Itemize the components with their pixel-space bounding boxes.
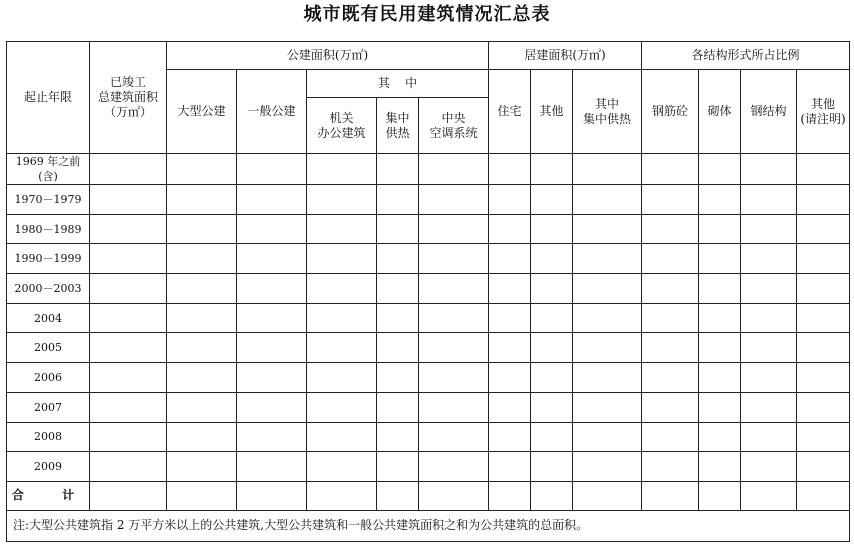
data-cell[interactable]: [90, 303, 167, 333]
table-row: [7, 154, 850, 185]
data-cell[interactable]: [419, 244, 489, 274]
header-public-area: 公建面积(万㎡): [167, 42, 489, 70]
data-cell[interactable]: [797, 303, 850, 333]
data-cell[interactable]: [489, 363, 531, 393]
data-cell[interactable]: [167, 185, 237, 215]
data-cell[interactable]: [90, 154, 167, 185]
data-cell[interactable]: [573, 244, 642, 274]
table-row: [7, 214, 850, 244]
data-cell[interactable]: [699, 333, 741, 363]
data-cell[interactable]: [573, 452, 642, 482]
data-cell[interactable]: [237, 274, 307, 304]
data-cell[interactable]: [377, 452, 419, 482]
header-central-ac-line1: 中央: [441, 110, 466, 125]
total-cell[interactable]: [489, 481, 531, 510]
header-large-public: 大型公建: [167, 70, 237, 154]
data-cell[interactable]: [699, 154, 741, 185]
data-cell[interactable]: [741, 214, 797, 244]
row-period-label: 1980－1989: [7, 214, 90, 244]
data-cell[interactable]: [531, 154, 573, 185]
data-cell[interactable]: [90, 244, 167, 274]
data-cell[interactable]: [699, 185, 741, 215]
data-cell[interactable]: [90, 422, 167, 452]
header-completed-total-line3: （万㎡）: [103, 105, 152, 119]
data-cell[interactable]: [377, 333, 419, 363]
data-cell[interactable]: [90, 363, 167, 393]
row-period-label: 1970－1979: [7, 185, 90, 215]
header-structure-ratio: 各结构形式所占比例: [642, 42, 850, 70]
header-res-central-heating-line2: 集中供热: [583, 111, 632, 126]
data-cell[interactable]: [167, 154, 237, 185]
data-cell[interactable]: [573, 303, 642, 333]
data-cell[interactable]: [489, 185, 531, 215]
data-cell[interactable]: [741, 274, 797, 304]
data-cell[interactable]: [642, 244, 699, 274]
data-cell[interactable]: [642, 214, 699, 244]
data-cell[interactable]: [237, 154, 307, 185]
header-completed-total-line2: 总建筑面积: [97, 90, 158, 104]
data-cell[interactable]: [699, 274, 741, 304]
data-cell[interactable]: [489, 214, 531, 244]
data-cell[interactable]: [573, 214, 642, 244]
data-cell[interactable]: [90, 185, 167, 215]
data-cell[interactable]: [377, 185, 419, 215]
header-res-central-heating-line1: 其中: [595, 96, 620, 111]
data-cell[interactable]: [573, 333, 642, 363]
total-cell[interactable]: [699, 481, 741, 510]
table-row: [7, 333, 850, 363]
data-cell[interactable]: [531, 392, 573, 422]
data-cell[interactable]: [642, 154, 699, 185]
data-cell[interactable]: [531, 452, 573, 482]
header-of-which: 其 中: [307, 70, 489, 98]
data-cell[interactable]: [307, 274, 377, 304]
data-cell[interactable]: [642, 274, 699, 304]
data-cell[interactable]: [307, 333, 377, 363]
data-cell[interactable]: [741, 244, 797, 274]
data-cell[interactable]: [377, 392, 419, 422]
data-cell[interactable]: [419, 303, 489, 333]
data-cell[interactable]: [573, 274, 642, 304]
data-cell[interactable]: [237, 363, 307, 393]
data-cell[interactable]: [741, 392, 797, 422]
data-cell[interactable]: [642, 303, 699, 333]
data-cell[interactable]: [167, 274, 237, 304]
data-cell[interactable]: [237, 392, 307, 422]
data-cell[interactable]: [741, 154, 797, 185]
data-cell[interactable]: [90, 214, 167, 244]
row-period-label: 2000－2003: [7, 274, 90, 304]
header-central-ac-line2: 空调系统: [429, 125, 478, 140]
total-cell[interactable]: [642, 481, 699, 510]
data-cell[interactable]: [307, 452, 377, 482]
row-period-label: 2008: [7, 422, 90, 452]
data-cell[interactable]: [307, 392, 377, 422]
data-cell[interactable]: [531, 422, 573, 452]
data-cell[interactable]: [797, 363, 850, 393]
data-cell[interactable]: [307, 214, 377, 244]
data-cell[interactable]: [377, 422, 419, 452]
data-cell[interactable]: [531, 363, 573, 393]
header-period: 起止年限: [7, 42, 90, 154]
data-cell[interactable]: [797, 244, 850, 274]
data-cell[interactable]: [237, 185, 307, 215]
total-row: [7, 481, 850, 510]
data-cell[interactable]: [642, 452, 699, 482]
data-cell[interactable]: [531, 303, 573, 333]
total-label: 合 计: [7, 481, 90, 510]
data-cell[interactable]: [699, 422, 741, 452]
data-cell[interactable]: [741, 422, 797, 452]
header-rc: 钢筋砼: [642, 70, 699, 154]
header-structure-other-line1: 其他: [811, 96, 836, 111]
total-cell[interactable]: [419, 481, 489, 510]
data-cell[interactable]: [741, 333, 797, 363]
page-title: 城市既有民用建筑情况汇总表: [303, 4, 551, 25]
header-completed-total: [90, 42, 167, 154]
data-cell[interactable]: [741, 452, 797, 482]
data-cell[interactable]: [642, 422, 699, 452]
data-cell[interactable]: [797, 333, 850, 363]
data-cell[interactable]: [741, 185, 797, 215]
row-period-label: 2004: [7, 303, 90, 333]
header-other: 其他: [531, 70, 573, 154]
data-cell[interactable]: [237, 303, 307, 333]
total-cell[interactable]: [167, 481, 237, 510]
data-cell[interactable]: [531, 214, 573, 244]
data-cell[interactable]: [237, 214, 307, 244]
data-cell[interactable]: [797, 392, 850, 422]
data-cell[interactable]: [642, 392, 699, 422]
header-masonry: 砌体: [699, 70, 741, 154]
data-cell[interactable]: [489, 154, 531, 185]
data-cell[interactable]: [419, 333, 489, 363]
row-period-label: 1969 年之前(含): [7, 154, 90, 185]
data-cell[interactable]: [419, 422, 489, 452]
data-cell[interactable]: [489, 452, 531, 482]
data-cell[interactable]: [489, 333, 531, 363]
data-cell[interactable]: [797, 214, 850, 244]
header-structure-other: [797, 70, 850, 154]
data-cell[interactable]: [419, 452, 489, 482]
data-cell[interactable]: [489, 303, 531, 333]
data-cell[interactable]: [377, 154, 419, 185]
data-cell[interactable]: [642, 333, 699, 363]
data-cell[interactable]: [699, 452, 741, 482]
summary-table: [6, 41, 850, 542]
data-cell[interactable]: [90, 274, 167, 304]
data-cell[interactable]: [377, 244, 419, 274]
row-period-label: 2006: [7, 363, 90, 393]
data-cell[interactable]: [797, 422, 850, 452]
data-cell[interactable]: [307, 244, 377, 274]
data-cell[interactable]: [307, 303, 377, 333]
data-cell[interactable]: [531, 185, 573, 215]
data-cell[interactable]: [531, 274, 573, 304]
data-cell[interactable]: [699, 214, 741, 244]
data-cell[interactable]: [699, 244, 741, 274]
data-cell[interactable]: [741, 363, 797, 393]
row-period-label: 2009: [7, 452, 90, 482]
data-cell[interactable]: [489, 422, 531, 452]
table-row: [7, 422, 850, 452]
data-cell[interactable]: [699, 392, 741, 422]
row-period-label: 2007: [7, 392, 90, 422]
data-cell[interactable]: [642, 185, 699, 215]
data-cell[interactable]: [167, 214, 237, 244]
table-row: [7, 363, 850, 393]
total-cell[interactable]: [307, 481, 377, 510]
data-cell[interactable]: [237, 452, 307, 482]
data-cell[interactable]: [419, 274, 489, 304]
header-res-central-heating: [573, 70, 642, 154]
data-cell[interactable]: [489, 392, 531, 422]
data-cell[interactable]: [377, 303, 419, 333]
data-cell[interactable]: [90, 452, 167, 482]
header-central-heating-line2: 供热: [385, 125, 410, 140]
data-cell[interactable]: [797, 185, 850, 215]
table-row: [7, 244, 850, 274]
row-period-label: 1990－1999: [7, 244, 90, 274]
data-cell[interactable]: [377, 363, 419, 393]
header-gov-office: [307, 98, 377, 154]
row-period-label: 2005: [7, 333, 90, 363]
data-cell[interactable]: [573, 422, 642, 452]
data-cell[interactable]: [642, 363, 699, 393]
data-cell[interactable]: [90, 333, 167, 363]
header-housing: 住宅: [489, 70, 531, 154]
data-cell[interactable]: [531, 333, 573, 363]
data-cell[interactable]: [377, 274, 419, 304]
header-steel: 钢结构: [741, 70, 797, 154]
table-row: [7, 452, 850, 482]
data-cell[interactable]: [167, 392, 237, 422]
data-cell[interactable]: [419, 214, 489, 244]
data-cell[interactable]: [307, 422, 377, 452]
header-gov-office-line1: 机关: [329, 110, 354, 125]
data-cell[interactable]: [167, 452, 237, 482]
data-cell[interactable]: [489, 274, 531, 304]
header-completed-total-line1: 已竣工: [109, 75, 146, 89]
data-cell[interactable]: [237, 422, 307, 452]
data-cell[interactable]: [167, 303, 237, 333]
data-cell[interactable]: [797, 452, 850, 482]
data-cell[interactable]: [573, 392, 642, 422]
table-body: [7, 154, 850, 482]
data-cell[interactable]: [167, 363, 237, 393]
data-cell[interactable]: [419, 363, 489, 393]
data-cell[interactable]: [699, 363, 741, 393]
data-cell[interactable]: [237, 244, 307, 274]
total-cell[interactable]: [531, 481, 573, 510]
header-central-heating: [377, 98, 419, 154]
data-cell[interactable]: [573, 185, 642, 215]
total-cell[interactable]: [797, 481, 850, 510]
table-row: [7, 392, 850, 422]
data-cell[interactable]: [573, 154, 642, 185]
header-central-heating-line1: 集中: [385, 110, 410, 125]
data-cell[interactable]: [573, 363, 642, 393]
data-cell[interactable]: [167, 422, 237, 452]
data-cell[interactable]: [307, 154, 377, 185]
header-general-public: 一般公建: [237, 70, 307, 154]
total-cell[interactable]: [573, 481, 642, 510]
table-row: [7, 185, 850, 215]
data-cell[interactable]: [419, 154, 489, 185]
total-cell[interactable]: [237, 481, 307, 510]
header-gov-office-line2: 办公建筑: [317, 125, 366, 140]
total-cell[interactable]: [377, 481, 419, 510]
data-cell[interactable]: [377, 214, 419, 244]
data-cell[interactable]: [699, 303, 741, 333]
data-cell[interactable]: [307, 185, 377, 215]
data-cell[interactable]: [419, 185, 489, 215]
data-cell[interactable]: [489, 244, 531, 274]
header-central-ac: [419, 98, 489, 154]
data-cell[interactable]: [90, 392, 167, 422]
footnote: 注:大型公共建筑指 2 万平方米以上的公共建筑,大型公共建筑和一般公共建筑面积之和为公共建筑的总面积。: [7, 510, 850, 541]
header-structure-other-line2: (请注明): [800, 111, 846, 126]
total-cell[interactable]: [741, 481, 797, 510]
data-cell[interactable]: [307, 363, 377, 393]
header-residential-area: 居建面积(万㎡): [489, 42, 642, 70]
table-row: [7, 274, 850, 304]
data-cell[interactable]: [167, 244, 237, 274]
total-cell[interactable]: [90, 481, 167, 510]
data-cell[interactable]: [531, 244, 573, 274]
data-cell[interactable]: [237, 333, 307, 363]
data-cell[interactable]: [167, 333, 237, 363]
data-cell[interactable]: [741, 303, 797, 333]
data-cell[interactable]: [797, 274, 850, 304]
table-row: [7, 303, 850, 333]
data-cell[interactable]: [797, 154, 850, 185]
data-cell[interactable]: [419, 392, 489, 422]
